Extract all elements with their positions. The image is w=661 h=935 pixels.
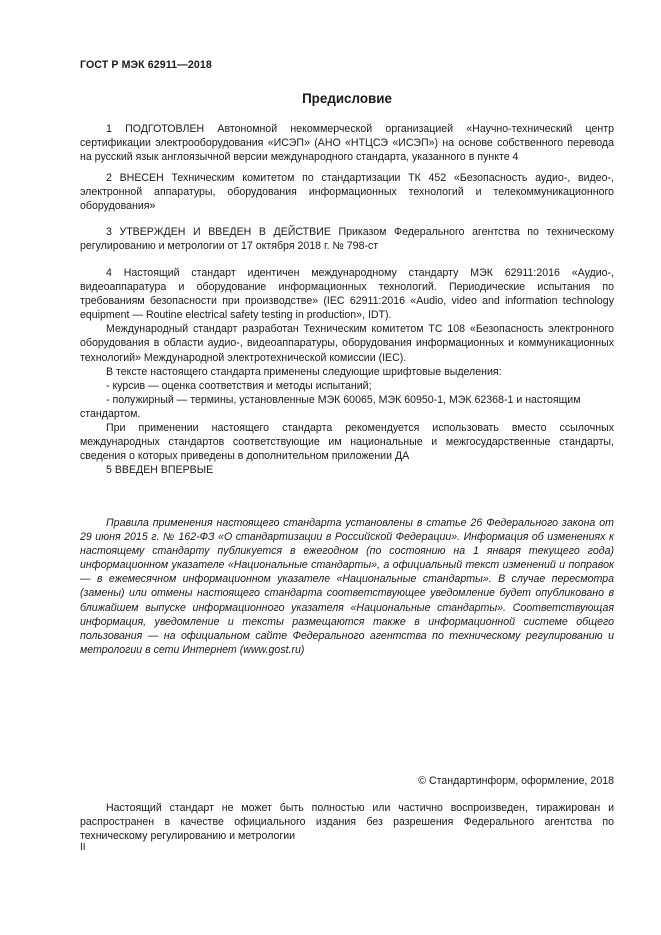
section-3 bbox=[80, 225, 614, 253]
rights-notice bbox=[80, 801, 614, 843]
document-code: ГОСТ Р МЭК 62911—2018 bbox=[80, 59, 212, 71]
rules-notice-text: Правила применения настоящего стандарта установлены в статье 26 Федерального закона от 29 июня 2015 г. № 162-ФЗ «О стандартизации в Российской Федерации». Информация об изменениях к настоящему стандарту публикуется в ежегодном (по состоянию на 1 января текущего года) информационном указателе «Национальные стандарты», а официальный текст изменений и поправок — в ежемесячном информационном указателе «Национальные стандарты». В случае пересмотра (замены) или отмены настоящего стандарта соответствующее уведомление будет опубликовано в ближайшем выпуске информационного указателя «Национальные стандарты». Соответствующая информация, уведомление и тексты размещаются также в информационной системе общего пользования — на официальном сайте Федерального агентства по техническому регулированию и метрологии в сети Интернет (www.gost.ru) bbox=[80, 517, 614, 656]
list-item-bold: - полужирный — термины, установленные МЭК 60065, МЭК 60950-1, МЭК 62368-1 и настоящим стандартом. bbox=[80, 393, 581, 420]
section-3-text: 3 УТВЕРЖДЕН И ВВЕДЕН В ДЕЙСТВИЕ Приказом Федерального агентства по техническому регулированию и метрологии от 17 октября 2018 г. № 798-ст bbox=[80, 226, 614, 253]
rights-notice-text: Настоящий стандарт не может быть полностью или частично воспроизведен, тиражирован и распространен в качестве официального издания без разрешения Федерального агентства по техническому регулированию и метрологии bbox=[80, 802, 614, 843]
page-title: Предисловие bbox=[302, 91, 392, 106]
section-4-paragraph-3: В тексте настоящего стандарта применены следующие шрифтовые выделения: bbox=[106, 365, 502, 378]
section-1 bbox=[80, 122, 614, 164]
rules-notice bbox=[80, 516, 614, 657]
section-1-text: 1 ПОДГОТОВЛЕН Автономной некоммерческой организацией «Научно-технический центр сертификации электрооборудования «ИСЭП» (АНО «НТЦСЭ «ИСЭП») на основе собственного перевода на русский язык англоязычной версии международного стандарта, указанного в пункте 4 bbox=[80, 123, 614, 164]
section-5 bbox=[80, 463, 614, 477]
section-4-paragraph-4: При применении настоящего стандарта рекомендуется использовать вместо ссылочных международных стандартов соответствующие им национальные и межгосударственные стандарты, сведения о которых приведены в дополнительном приложении ДА bbox=[80, 422, 614, 463]
page-number: II bbox=[80, 842, 86, 853]
section-5-text: 5 ВВЕДЕН ВПЕРВЫЕ bbox=[106, 464, 214, 476]
list-item-italic: - курсив — оценка соответствия и методы испытаний; bbox=[106, 379, 372, 392]
section-4-paragraph-1: 4 Настоящий стандарт идентичен международному стандарту МЭК 62911:2016 «Аудио-, видеоаппаратура и оборудование информационных технологий. Периодические испытания по требованиям безопасности при производстве» (IEC 62911:2016 «Audio, video and information technology equipment — Routine electrical safety testing in production», IDT). bbox=[80, 267, 614, 322]
section-4 bbox=[80, 266, 614, 463]
section-2-text: 2 ВНЕСЕН Техническим комитетом по стандартизации ТК 452 «Безопасность аудио-, видео-, электронной аппаратуры, оборудования информационных технологий и телекоммуникационного оборудования» bbox=[80, 172, 614, 213]
section-4-paragraph-2: Международный стандарт разработан Техническим комитетом ТС 108 «Безопасность электронного оборудования в области аудио-, видеоаппаратуры, оборудования информационных и коммуникационных технологий» Международной электротехнической комиссии (IEC). bbox=[80, 323, 614, 364]
copyright-line: © Стандартинформ, оформление, 2018 bbox=[418, 775, 614, 787]
section-2 bbox=[80, 171, 614, 213]
document-page bbox=[80, 0, 614, 935]
